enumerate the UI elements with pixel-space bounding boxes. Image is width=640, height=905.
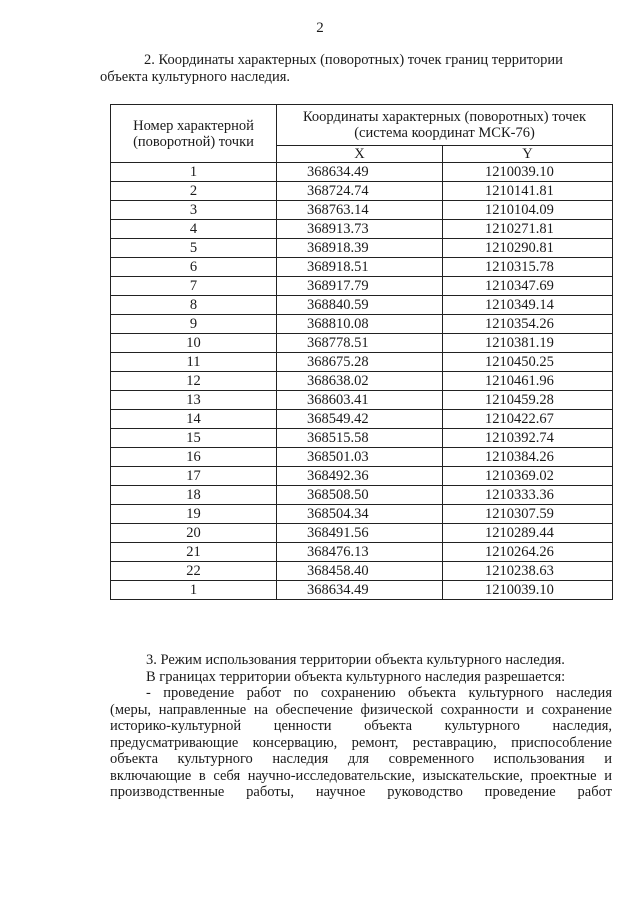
point-number-cell: 12 [111,372,277,391]
y-coordinate-cell: 1210333.36 [443,486,613,505]
x-coordinate-cell: 368634.49 [277,163,443,182]
y-coordinate-cell: 1210461.96 [443,372,613,391]
x-coordinate-cell: 368508.50 [277,486,443,505]
x-coordinate-cell: 368763.14 [277,201,443,220]
point-number-cell: 20 [111,524,277,543]
table-row [111,258,613,277]
section-3-heading: 3. Режим использования территории объекта культурного наследия. [146,652,565,668]
y-coordinate-cell: 1210347.69 [443,277,613,296]
x-coordinate-cell: 368918.51 [277,258,443,277]
x-coordinate-cell: 368504.34 [277,505,443,524]
point-number-cell: 2 [111,182,277,201]
section-2-heading: 2. Координаты характерных (поворотных) точек границ территории объекта культурного наследия. [100,52,563,85]
table-row [111,182,613,201]
x-coordinate-cell: 368491.56 [277,524,443,543]
section-3-line: - проведение работ по сохранению объекта культурного наследия [146,685,612,701]
point-number-cell: 22 [111,562,277,581]
table-row [111,562,613,581]
x-coordinate-cell: 368634.49 [277,581,443,600]
y-coordinate-cell: 1210354.26 [443,315,613,334]
x-coordinate-cell: 368840.59 [277,296,443,315]
point-number-cell: 17 [111,467,277,486]
coordinates-header: Координаты характерных (поворотных) точек (система координат МСК-76) [277,105,613,146]
table-row [111,201,613,220]
y-coordinate-cell: 1210384.26 [443,448,613,467]
point-number-cell: 3 [111,201,277,220]
point-number-cell: 16 [111,448,277,467]
y-coordinate-cell: 1210141.81 [443,182,613,201]
table-row [111,296,613,315]
point-number-cell: 8 [111,296,277,315]
table-row [111,220,613,239]
table-row [111,467,613,486]
point-number-cell: 5 [111,239,277,258]
x-coordinate-cell: 368675.28 [277,353,443,372]
x-coordinate-cell: 368810.08 [277,315,443,334]
y-coordinate-cell: 1210290.81 [443,239,613,258]
section-3-intro: В границах территории объекта культурного наследия разрешается: [146,668,566,685]
table-row [111,334,613,353]
table-row [111,524,613,543]
y-coordinate-cell: 1210381.19 [443,334,613,353]
section-3-line: (меры, направленные на обеспечение физической сохранности и сохранение [110,701,612,718]
x-coordinate-cell: 368515.58 [277,429,443,448]
x-coordinate-cell: 368917.79 [277,277,443,296]
point-number-cell: 18 [111,486,277,505]
point-number-cell: 11 [111,353,277,372]
section-3 [110,652,612,801]
y-coordinate-cell: 1210459.28 [443,391,613,410]
x-coordinate-cell: 368778.51 [277,334,443,353]
table-row [111,353,613,372]
point-number-cell: 21 [111,543,277,562]
point-number-cell: 19 [111,505,277,524]
table-row [111,277,613,296]
y-coordinate-cell: 1210392.74 [443,429,613,448]
y-coordinate-cell: 1210307.59 [443,505,613,524]
y-header: Y [443,146,613,163]
x-coordinate-cell: 368918.39 [277,239,443,258]
x-header: X [277,146,443,163]
table-row [111,543,613,562]
table-row [111,505,613,524]
section-3-line: историко-культурной ценности объекта культурного наследия, [110,718,612,734]
point-number-cell: 7 [111,277,277,296]
point-number-cell: 9 [111,315,277,334]
table-row [111,372,613,391]
table-body [111,163,613,600]
x-coordinate-cell: 368724.74 [277,182,443,201]
point-number-cell: 15 [111,429,277,448]
point-number-cell: 10 [111,334,277,353]
x-coordinate-cell: 368549.42 [277,410,443,429]
x-coordinate-cell: 368638.02 [277,372,443,391]
y-coordinate-cell: 1210039.10 [443,163,613,182]
section-3-line: производственные работы, научное руководство проведение работ [110,784,612,800]
y-coordinate-cell: 1210315.78 [443,258,613,277]
table-row [111,581,613,600]
y-coordinate-cell: 1210264.26 [443,543,613,562]
point-number-cell: 6 [111,258,277,277]
section-3-line: включающие в себя научно-исследовательские, изыскательские, проектные и [110,767,612,784]
y-coordinate-cell: 1210238.63 [443,562,613,581]
point-number-cell: 13 [111,391,277,410]
table-row [111,486,613,505]
point-number-cell: 4 [111,220,277,239]
table-row [111,315,613,334]
y-coordinate-cell: 1210289.44 [443,524,613,543]
x-coordinate-cell: 368476.13 [277,543,443,562]
y-coordinate-cell: 1210271.81 [443,220,613,239]
coordinates-table [110,104,613,600]
y-coordinate-cell: 1210450.25 [443,353,613,372]
x-coordinate-cell: 368501.03 [277,448,443,467]
point-number-cell: 14 [111,410,277,429]
y-coordinate-cell: 1210349.14 [443,296,613,315]
x-coordinate-cell: 368458.40 [277,562,443,581]
section-3-line: объекта культурного наследия для современного использования и [110,751,612,767]
table-row [111,163,613,182]
page-number: 2 [316,20,324,36]
x-coordinate-cell: 368913.73 [277,220,443,239]
table-row [111,448,613,467]
x-coordinate-cell: 368603.41 [277,391,443,410]
table-row [111,391,613,410]
table-row [111,410,613,429]
point-number-cell: 1 [111,581,277,600]
y-coordinate-cell: 1210422.67 [443,410,613,429]
point-number-header: Номер характерной (поворотной) точки [111,105,277,163]
y-coordinate-cell: 1210039.10 [443,581,613,600]
section-3-line: предусматривающие консервацию, ремонт, реставрацию, приспособление [110,734,612,751]
y-coordinate-cell: 1210104.09 [443,201,613,220]
x-coordinate-cell: 368492.36 [277,467,443,486]
y-coordinate-cell: 1210369.02 [443,467,613,486]
table-row [111,429,613,448]
point-number-cell: 1 [111,163,277,182]
table-row [111,239,613,258]
